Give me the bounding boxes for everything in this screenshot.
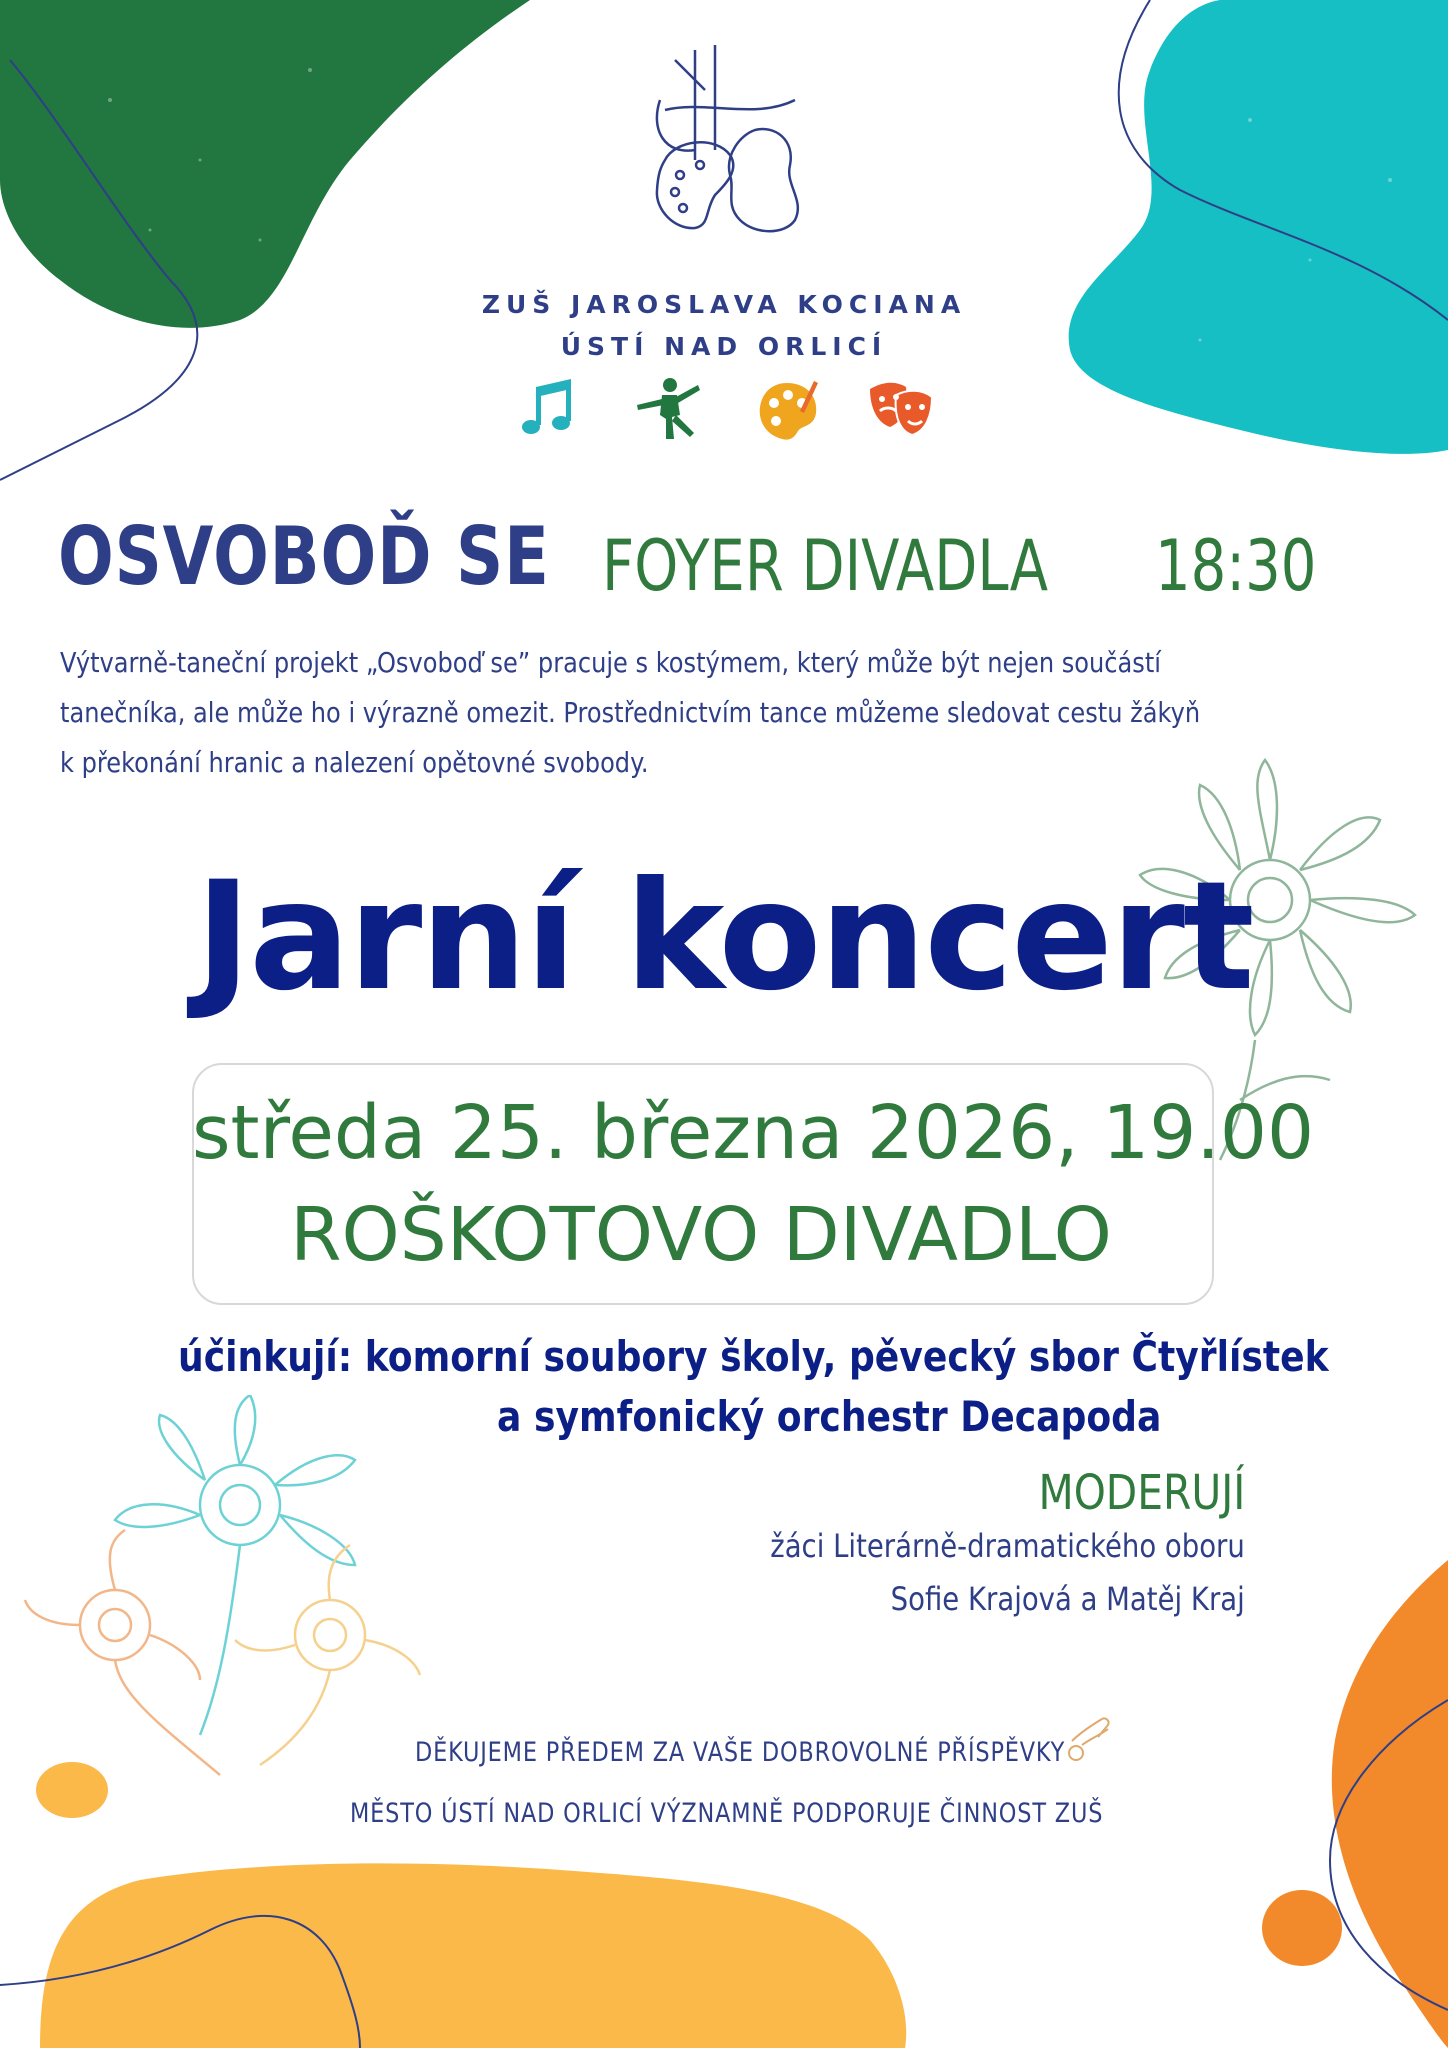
school-name-line1: ZUŠ JAROSLAVA KOCIANA bbox=[481, 290, 967, 319]
thanks-text: DĚKUJEME PŘEDEM ZA VAŠE DOBROVOLNÉ PŘÍSPĚVKY bbox=[415, 1737, 1066, 1768]
concert-venue: ROŠKOTOVO DIVADLO bbox=[290, 1192, 1112, 1278]
moderators-line2: Sofie Krajová a Matěj Kraj bbox=[890, 1580, 1245, 1618]
hand-coin-icon bbox=[1062, 1715, 1112, 1765]
orange-blob-small bbox=[1262, 1890, 1342, 1966]
moderators-heading: MODERUJÍ bbox=[1038, 1465, 1245, 1521]
description-line: Výtvarně-taneční projekt „Osvoboď se” pracuje s kostýmem, který může být nejen součástí bbox=[60, 646, 1161, 679]
violin-palette-logo-icon bbox=[645, 40, 815, 235]
teal-blob bbox=[1069, 0, 1448, 454]
support-text: MĚSTO ÚSTÍ NAD ORLICÍ VÝZNAMNĚ PODPORUJE ČINNOST ZUŠ bbox=[350, 1798, 1104, 1829]
concert-date: středa 25. března 2026, 19.00 bbox=[192, 1090, 1315, 1176]
theater-masks-icon bbox=[866, 375, 936, 445]
description-line: k překonání hranic a nalezení opětovné svobody. bbox=[60, 746, 649, 779]
dancer-icon bbox=[632, 375, 702, 445]
moderators-line1: žáci Literárně-dramatického oboru bbox=[770, 1527, 1245, 1565]
concert-title: Jarní koncert bbox=[195, 850, 1253, 1024]
green-blob bbox=[0, 0, 530, 328]
pre-event-title: OSVOBOĎ SE bbox=[58, 510, 550, 603]
pre-event-description bbox=[60, 638, 1420, 788]
pre-event-place: FOYER DIVADLA bbox=[602, 525, 1049, 607]
school-name-line2: ÚSTÍ NAD ORLICÍ bbox=[560, 332, 888, 361]
performers-line2: a symfonický orchestr Decapoda bbox=[497, 1392, 1162, 1441]
music-notes-icon bbox=[518, 375, 588, 445]
flower-illustration-left bbox=[20, 1395, 430, 1795]
description-line: tanečníka, ale může ho i výrazně omezit. Prostřednictvím tance můžeme sledovat cestu žákyň bbox=[60, 696, 1201, 729]
palette-icon bbox=[752, 375, 822, 445]
yellow-blob-bottom bbox=[40, 1863, 906, 2048]
pre-event-time: 18:30 bbox=[1155, 525, 1317, 607]
performers-line1: účinkují: komorní soubory školy, pěvecký sbor Čtyřlístek bbox=[178, 1332, 1329, 1381]
